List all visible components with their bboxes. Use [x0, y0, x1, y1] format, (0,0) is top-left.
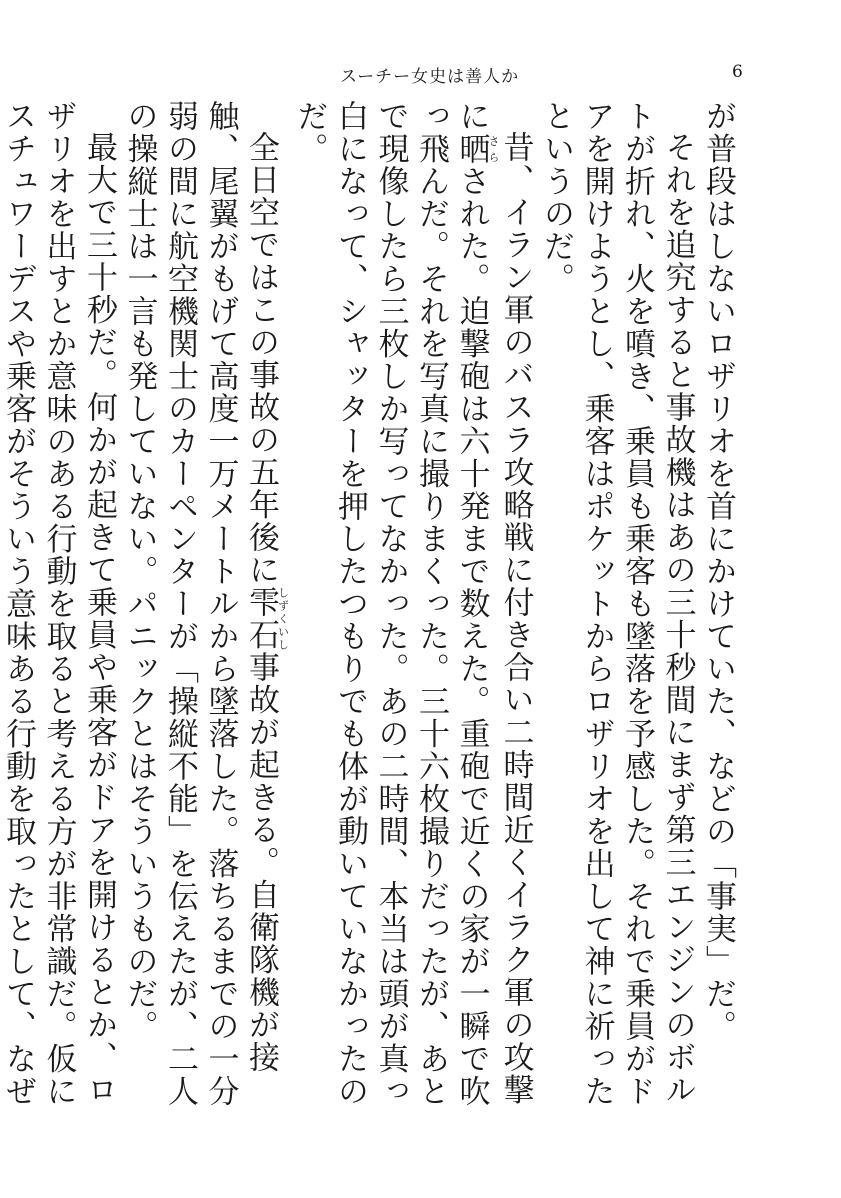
paragraph-3-text-a: 昔、イラン軍のバスラ攻略戦に付き合い二時間近くイラク軍の攻撃に: [453, 100, 534, 1106]
paragraph-4-text-b: 事故が起きる。自衛隊機が接触、尾翼がもげて高度一万メートルから墜落した。落ちるまでの一分弱の間に航空機関士のカーペンターが「操縦不能」を伝えたが、二人の操縦士は一言も発していない。パニックとはそういうものだ。: [121, 100, 279, 1108]
ruby-shizukuishi-base: 雫石: [243, 586, 279, 651]
running-title: スーチー女史は善人か: [340, 67, 520, 87]
paragraph-3: [289, 100, 536, 1120]
paragraph-1: が普段はしないロザリオを首にかけていた、などの「事実」だ。: [700, 100, 736, 1043]
paragraph-4-text-a: 全日空ではこの事故の五年後に: [243, 131, 279, 586]
paragraph-4: [119, 100, 289, 1120]
paragraph-3-text-b: された。迫撃砲は六十発まで数えた。重砲で近くの家が一瞬で吹っ飛んだ。それを写真に撮りまくった。三十六枚撮りだったが、あとで現像したら三枚しか写ってなかった。あの二時間、本当は頭が真っ白になって、シャッターを押したつもりでも体が動いていなかったのだ。: [291, 100, 490, 1108]
paragraph-2: それを追究すると事故機はあの三十秒間にまず第三エンジンのボルトが折れ、火を噴き、乗員も乗客も墜落を予感した。それで乗員がドアを開けようとし、乗客はポケットからロザリオを出して神に祈ったというのだ。: [538, 100, 696, 1108]
ruby-shizukuishi: [243, 586, 290, 651]
ruby-sara-reading: さら: [487, 132, 500, 165]
ruby-shizukuishi-reading: しずくいし: [276, 586, 290, 651]
vertical-body-text: [0, 100, 738, 1120]
paragraph-5: 最大で三十秒だ。何かが起きて乗員や乗客がドアを開けるとか、ロザリオを出すとか意味のある行動を取ると考える方が非常識だ。仮にスチュワーデスや乗客がそういう意味ある行動を取ったとして、なぜ: [0, 100, 117, 1108]
page-number: 6: [732, 62, 743, 82]
page-header: [0, 62, 841, 92]
ruby-sara: [453, 132, 500, 166]
ruby-sara-base: 晒: [453, 132, 490, 165]
